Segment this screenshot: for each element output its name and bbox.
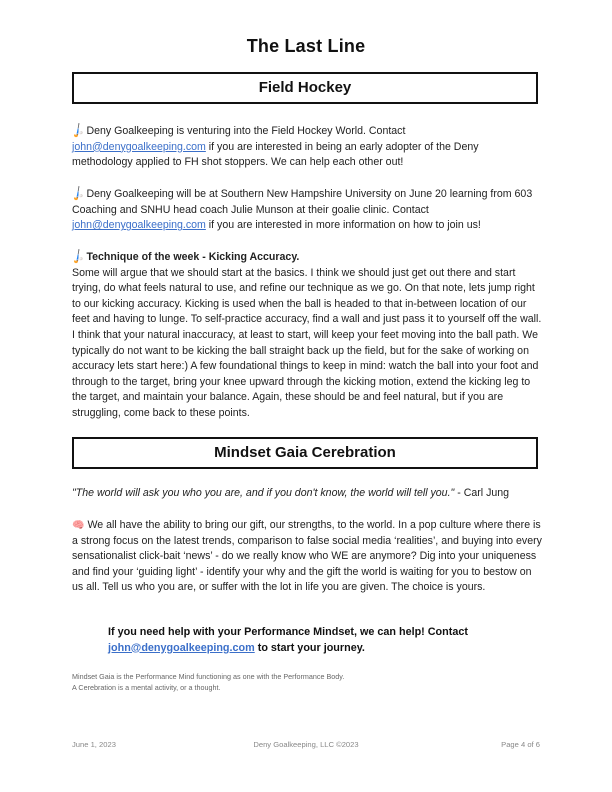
footer-page-number: Page 4 of 6 — [501, 740, 540, 749]
footer-company: Deny Goalkeeping, LLC ©2023 — [253, 740, 359, 749]
email-link[interactable]: john@denygoalkeeping.com — [72, 140, 206, 153]
technique-body: Some will argue that we should start at the basics. I think we should just get out there and start trying, do what feels natural to use, and refine our technique as we go. On that note, lets jump right to our kicking accuracy. Kicking is used when the ball is headed to that in-between location of our feet and having to lunge. To self-practice accuracy, find a wall and just pass it to yourself off the wall. I think that your natural inaccuracy, at least to start, will keep your feet moving into the ball path. We typically do not want to be kicking the ball straight back up the field, but for the sake of working on accuracy lets start here:) A few foundational things to keep in mind: watch the ball into your foot and through to the target, bring your knee upward through the kicking motion, extend the kicking leg to the target, and maintain your balance. Again, these should be and feel natural, but if you are struggling, come back to these points. — [72, 266, 542, 419]
field-hockey-stick-icon: 🏑 — [69, 186, 87, 203]
page-title: The Last Line — [246, 36, 366, 56]
quote-author: - Carl Jung — [454, 487, 510, 499]
section-header-field-hockey: Field Hockey — [72, 72, 538, 104]
quote-line — [72, 486, 542, 502]
email-link[interactable]: john@denygoalkeeping.com — [108, 641, 255, 654]
technique-heading: Technique of the week - Kicking Accuracy. — [86, 251, 300, 263]
quote-text: "The world will ask you who you are, and if you don't know, the world will tell you." — [72, 487, 455, 499]
email-link[interactable]: john@denygoalkeeping.com — [72, 219, 206, 232]
footer-date: June 1, 2023 — [72, 740, 116, 749]
technique-paragraph — [69, 249, 542, 422]
field-hockey-stick-icon: 🏑 — [69, 249, 87, 266]
brain-icon: 🧠 — [72, 520, 85, 531]
mindset-paragraph: 🧠 We all have the ability to bring our gift, our strengths, to the world. In a pop culture where there is a strong focus on the latest trends, comparison to false social media ‘realities’, and buying into every sensationalist click-bait ‘news’ - do we really know who WE are anymore? Dig into your uniqueness and find your ‘guiding light’ - identify your why and the gift the world is waiting for you to bestow on us all. Tell us who you are, or suffer with the lot in life you are given. The choice is yours. — [72, 519, 542, 594]
field-hockey-stick-icon: 🏑 — [69, 123, 87, 140]
footnote: Mindset Gaia is the Performance Mind functioning as one with the Performance Body. A Cerebration is a mental activity, or a thought. — [72, 672, 345, 692]
fh-paragraph-1: 🏑Deny Goalkeeping is venturing into the Field Hockey World. Contact john@denygoalkeeping.com if you are interested in being an early adopter of the Deny methodology applied to FH shot stoppers. We can help each other out! — [69, 123, 479, 169]
section-header-mindset: Mindset Gaia Cerebration — [72, 437, 538, 469]
fh-paragraph-2: 🏑Deny Goalkeeping will be at Southern New Hampshire University on June 20 learning from 603 Coaching and SNHU head coach Julie Munson at their goalie clinic. Contact john@denygoalkeeping.com if you are interested in more information on how to join us! — [69, 186, 533, 232]
call-to-action: If you need help with your Performance Mindset, we can help! Contact john@denygoalkeeping.com to start your journey. — [108, 626, 468, 654]
